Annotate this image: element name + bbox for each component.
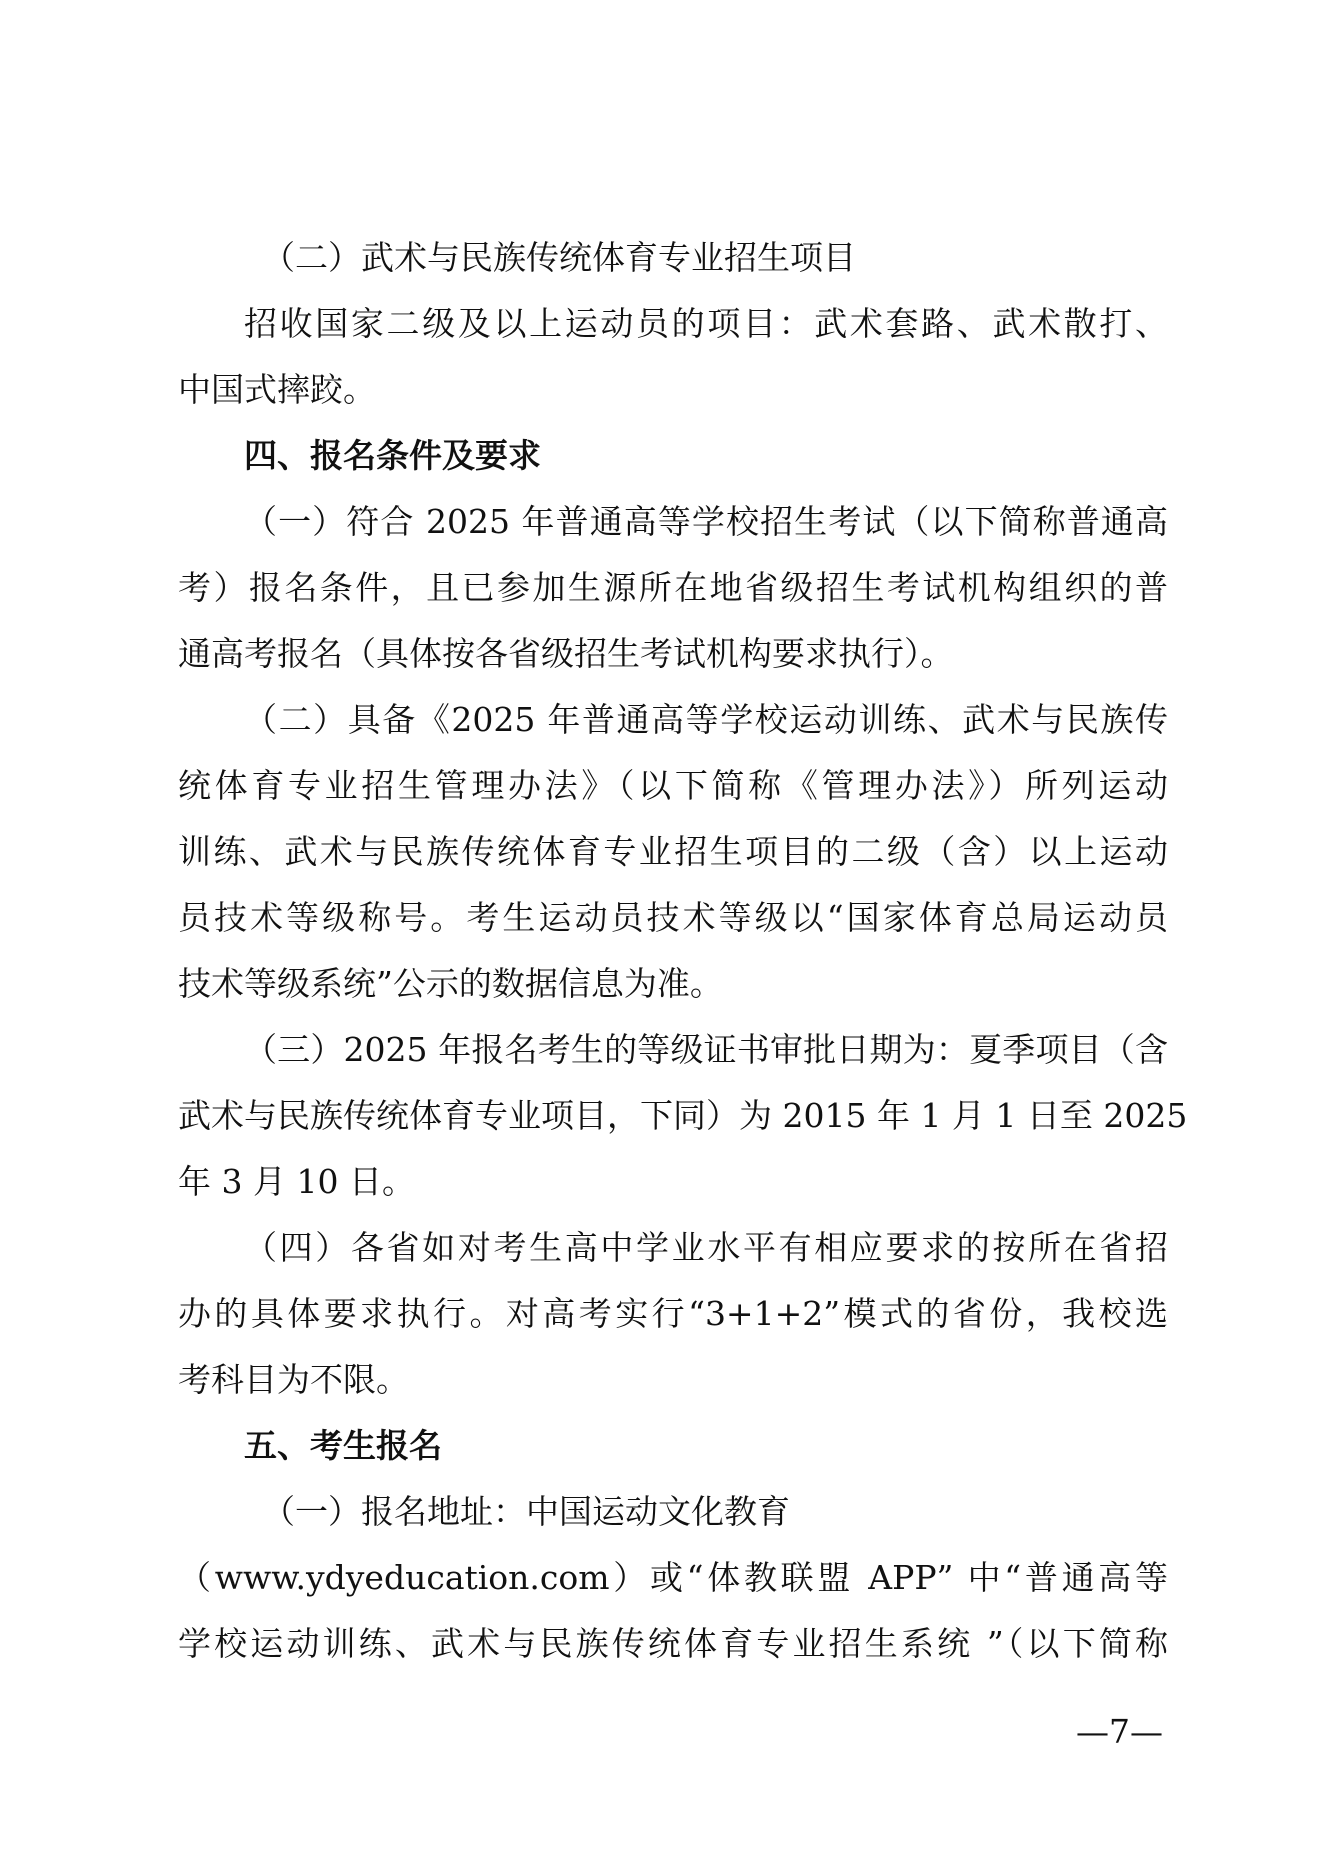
paragraph-line: （一）报名地址：中国运动文化教育 — [262, 1492, 790, 1531]
section-heading: 五、考生报名 — [244, 1426, 442, 1465]
paragraph-line: 训练、武术与民族传统体育专业招生项目的二级（含）以上运动 — [178, 832, 1168, 871]
subsection-heading: （二）武术与民族传统体育专业招生项目 — [262, 238, 856, 277]
paragraph-line: 招收国家二级及以上运动员的项目：武术套路、武术散打、 — [244, 304, 1168, 343]
paragraph-line: 考）报名条件，且已参加生源所在地省级招生考试机构组织的普 — [178, 568, 1168, 607]
paragraph-line: 技术等级系统”公示的数据信息为准。 — [178, 964, 723, 1003]
paragraph-line: （一）符合 2025 年普通高等学校招生考试（以下简称普通高 — [244, 502, 1168, 541]
paragraph-line: （二）具备《2025 年普通高等学校运动训练、武术与民族传 — [244, 700, 1168, 739]
paragraph-line: 学校运动训练、武术与民族传统体育专业招生系统 ”（以下简称 — [178, 1624, 1168, 1663]
paragraph-line: （三）2025 年报名考生的等级证书审批日期为：夏季项目（含 — [244, 1030, 1168, 1069]
paragraph-line: 武术与民族传统体育专业项目，下同）为 2015 年 1 月 1 日至 2025 — [178, 1096, 1188, 1135]
paragraph-line: 办的具体要求执行。对高考实行“3+1+2”模式的省份，我校选 — [178, 1294, 1168, 1333]
paragraph-line: 年 3 月 10 日。 — [178, 1162, 415, 1201]
section-heading: 四、报名条件及要求 — [244, 436, 541, 475]
paragraph-line: 统体育专业招生管理办法》（以下简称《管理办法》）所列运动 — [178, 766, 1168, 805]
paragraph-line: 中国式摔跤。 — [178, 370, 376, 409]
paragraph-line: 考科目为不限。 — [178, 1360, 409, 1399]
paragraph-line: （www.ydyeducation.com）或“体教联盟 APP” 中“普通高等 — [178, 1558, 1168, 1597]
paragraph-line: （四）各省如对考生高中学业水平有相应要求的按所在省招 — [244, 1228, 1168, 1267]
paragraph-line: 员技术等级称号。考生运动员技术等级以“国家体育总局运动员 — [178, 898, 1168, 937]
paragraph-line: 通高考报名（具体按各省级招生考试机构要求执行）。 — [178, 634, 954, 673]
page-number: —7— — [1076, 1712, 1163, 1751]
